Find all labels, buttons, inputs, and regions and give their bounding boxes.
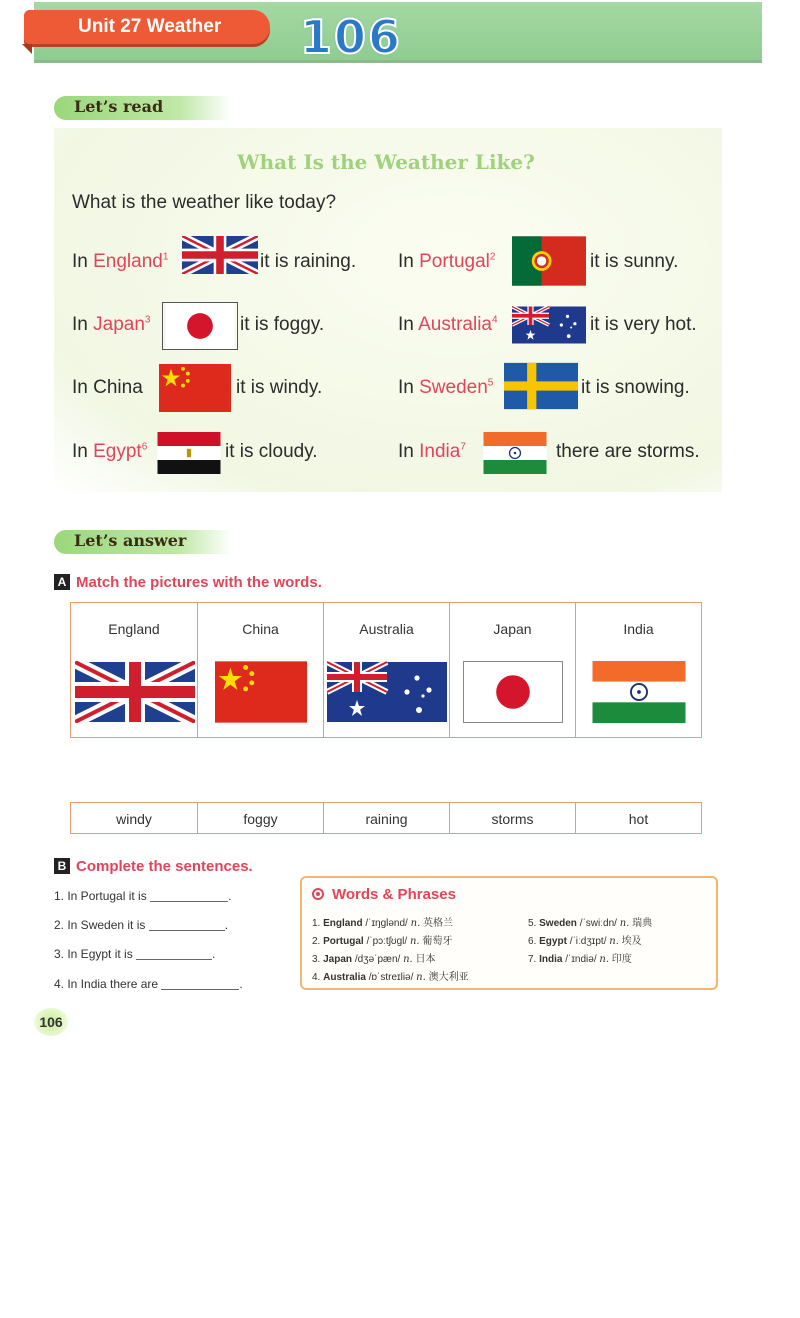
footnote-mark: 6 <box>141 441 148 453</box>
reading-panel <box>54 128 722 492</box>
vocab-translation: 瑞典 <box>632 918 653 929</box>
sentence-text: 1. In Portugal it is <box>54 889 147 903</box>
words-phrases-title-text: Words & Phrases <box>332 886 456 903</box>
word-cell[interactable]: raining <box>324 803 450 833</box>
footnote-mark: 3 <box>144 314 151 326</box>
china-flag <box>215 661 307 723</box>
vocab-ipa: /dʒəˈpæn/ <box>354 954 401 965</box>
country-name: Portugal <box>419 251 490 272</box>
uk-flag <box>182 236 258 274</box>
word-cell[interactable]: storms <box>450 803 576 833</box>
line-portugal-weather: it is sunny. <box>590 251 679 272</box>
vocab-translation: 葡萄牙 <box>422 936 453 947</box>
answer-ribbon-label: Let’s answer <box>74 531 187 550</box>
answer-blank[interactable] <box>150 889 228 902</box>
vocab-item <box>312 932 452 947</box>
word-cell[interactable]: foggy <box>198 803 324 833</box>
line-china <box>72 377 143 399</box>
answer-blank[interactable] <box>136 947 212 960</box>
words-phrases-box <box>300 876 718 990</box>
sentence-4: 4. In India there are . <box>54 977 243 991</box>
match-label: India <box>623 621 654 637</box>
vocab-num: 7. <box>528 954 537 965</box>
line-pre: In <box>72 314 94 335</box>
page-number: 106 <box>34 1008 68 1036</box>
vocab-num: 6. <box>528 936 537 947</box>
vocab-ipa: /ˈswiːdn/ <box>579 918 617 929</box>
page-badge-number: 106 <box>300 10 403 64</box>
country-name: India <box>419 441 461 462</box>
match-cell-india[interactable] <box>576 603 701 737</box>
footnote-mark: 5 <box>487 377 494 389</box>
exercise-b-instruction: Complete the sentences. <box>76 858 253 875</box>
line-sweden-weather: it is snowing. <box>581 377 690 398</box>
vocab-item <box>312 914 453 929</box>
match-cell-england[interactable] <box>71 603 198 737</box>
country-name: Sweden <box>419 377 488 398</box>
sentence-1: 1. In Portugal it is . <box>54 889 232 903</box>
line-india <box>398 441 466 463</box>
vocab-pos: n. <box>619 918 630 929</box>
vocab-translation: 澳大利亚 <box>428 972 469 983</box>
line-australia <box>398 314 498 336</box>
target-icon <box>312 888 324 900</box>
reading-title: What Is the Weather Like? <box>237 150 535 174</box>
line-pre: In <box>72 441 94 462</box>
sentence-2: 2. In Sweden it is . <box>54 918 229 932</box>
exercise-b-heading <box>54 858 253 875</box>
line-england-weather: it is raining. <box>260 251 357 272</box>
vocab-num: 2. <box>312 936 321 947</box>
line-egypt-weather: it is cloudy. <box>225 441 318 462</box>
china-flag <box>158 364 232 412</box>
match-words-table <box>70 802 702 834</box>
line-pre: In <box>398 251 420 272</box>
word-cell[interactable]: windy <box>71 803 198 833</box>
line-china-weather: it is windy. <box>236 377 323 398</box>
vocab-num: 4. <box>312 972 321 983</box>
line-pre: In <box>398 441 420 462</box>
vocab-pos: n. <box>599 954 610 965</box>
japan-flag <box>463 661 563 723</box>
vocab-num: 5. <box>528 918 537 929</box>
sentence-text: 2. In Sweden it is <box>54 918 146 932</box>
vocab-translation: 埃及 <box>621 936 642 947</box>
line-pre: In <box>398 377 420 398</box>
line-japan <box>72 314 150 336</box>
vocab-ipa: /ˈpɔːtʃʊgl/ <box>366 936 408 947</box>
footnote-mark: 7 <box>460 441 466 453</box>
answer-ribbon <box>54 530 232 554</box>
vocab-ipa: /ɒˈstreɪliə/ <box>368 972 414 983</box>
sentence-3: 3. In Egypt it is . <box>54 947 216 961</box>
line-japan-weather: it is foggy. <box>240 314 325 335</box>
sentence-text: 3. In Egypt it is <box>54 947 133 961</box>
vocab-pos: n. <box>410 918 421 929</box>
vocab-item <box>312 950 435 965</box>
vocab-ipa: /ˈɪndiə/ <box>565 954 597 965</box>
vocab-word: Australia <box>323 972 366 983</box>
egypt-flag <box>156 432 222 474</box>
vocab-item <box>528 914 652 929</box>
vocab-pos: n. <box>409 936 420 947</box>
answer-blank[interactable] <box>149 918 225 931</box>
vocab-translation: 印度 <box>611 954 632 965</box>
match-pictures-table <box>70 602 702 738</box>
vocab-translation: 英格兰 <box>423 918 454 929</box>
japan-flag <box>162 302 238 350</box>
match-label: China <box>242 621 279 637</box>
vocab-item <box>528 932 642 947</box>
vocab-word: Portugal <box>323 936 364 947</box>
answer-blank[interactable] <box>161 977 239 990</box>
vocab-word: Sweden <box>539 918 577 929</box>
match-cell-australia[interactable] <box>324 603 450 737</box>
line-egypt <box>72 441 147 463</box>
exercise-a-instruction: Match the pictures with the words. <box>76 574 322 591</box>
line-england <box>72 251 168 273</box>
vocab-ipa: /ˈiːdʒɪpt/ <box>569 936 607 947</box>
sweden-flag <box>504 362 578 410</box>
unit-title: Unit 27 Weather <box>78 16 222 37</box>
footnote-mark: 4 <box>492 314 498 326</box>
country-name: Japan <box>93 314 145 335</box>
match-label: England <box>108 621 160 637</box>
australia-flag <box>327 661 447 723</box>
vocab-word: India <box>539 954 563 965</box>
portugal-flag <box>512 236 586 286</box>
vocab-pos: n. <box>416 972 426 983</box>
exercise-b-badge: B <box>54 858 70 874</box>
vocab-num: 3. <box>312 954 321 965</box>
india-flag <box>478 432 552 474</box>
word-cell[interactable]: hot <box>628 811 649 827</box>
match-cell-china[interactable] <box>198 603 324 737</box>
line-australia-weather: it is very hot. <box>590 314 697 335</box>
read-ribbon <box>54 96 232 120</box>
australia-flag <box>512 306 586 344</box>
exercise-a-badge: A <box>54 574 70 590</box>
sentence-text: 4. In India there are <box>54 977 159 991</box>
line-pre: In <box>398 314 419 335</box>
vocab-item <box>528 950 632 965</box>
uk-flag <box>75 661 195 723</box>
tab-fold <box>22 44 32 54</box>
vocab-ipa: /ˈɪŋglənd/ <box>365 918 408 929</box>
country-name: Australia <box>418 314 492 335</box>
country-name: England <box>93 251 163 272</box>
vocab-pos: n. <box>403 954 413 965</box>
reading-question: What is the weather like today? <box>72 192 337 213</box>
vocab-word: Japan <box>323 954 353 965</box>
vocab-num: 1. <box>312 918 321 929</box>
match-label: Australia <box>359 621 414 637</box>
match-cell-japan[interactable] <box>450 603 576 737</box>
match-label: Japan <box>493 621 532 637</box>
exercise-a-heading <box>54 574 322 591</box>
vocab-word: England <box>323 918 363 929</box>
country-name: Egypt <box>93 441 142 462</box>
line-pre: In <box>72 251 94 272</box>
unit-title-tab <box>24 10 270 44</box>
vocab-item <box>312 968 469 983</box>
words-phrases-title <box>312 886 456 903</box>
line-india-weather: there are storms. <box>556 441 700 462</box>
vocab-translation: 日本 <box>415 954 436 965</box>
footnote-mark: 2 <box>489 251 496 263</box>
line-portugal <box>398 251 495 273</box>
footnote-mark: 1 <box>162 251 169 263</box>
line-sweden <box>398 377 493 399</box>
vocab-word: Egypt <box>539 936 567 947</box>
vocab-pos: n. <box>609 936 619 947</box>
india-flag <box>586 661 692 723</box>
line-pre: In China <box>72 377 143 398</box>
read-ribbon-label: Let’s read <box>74 97 164 116</box>
